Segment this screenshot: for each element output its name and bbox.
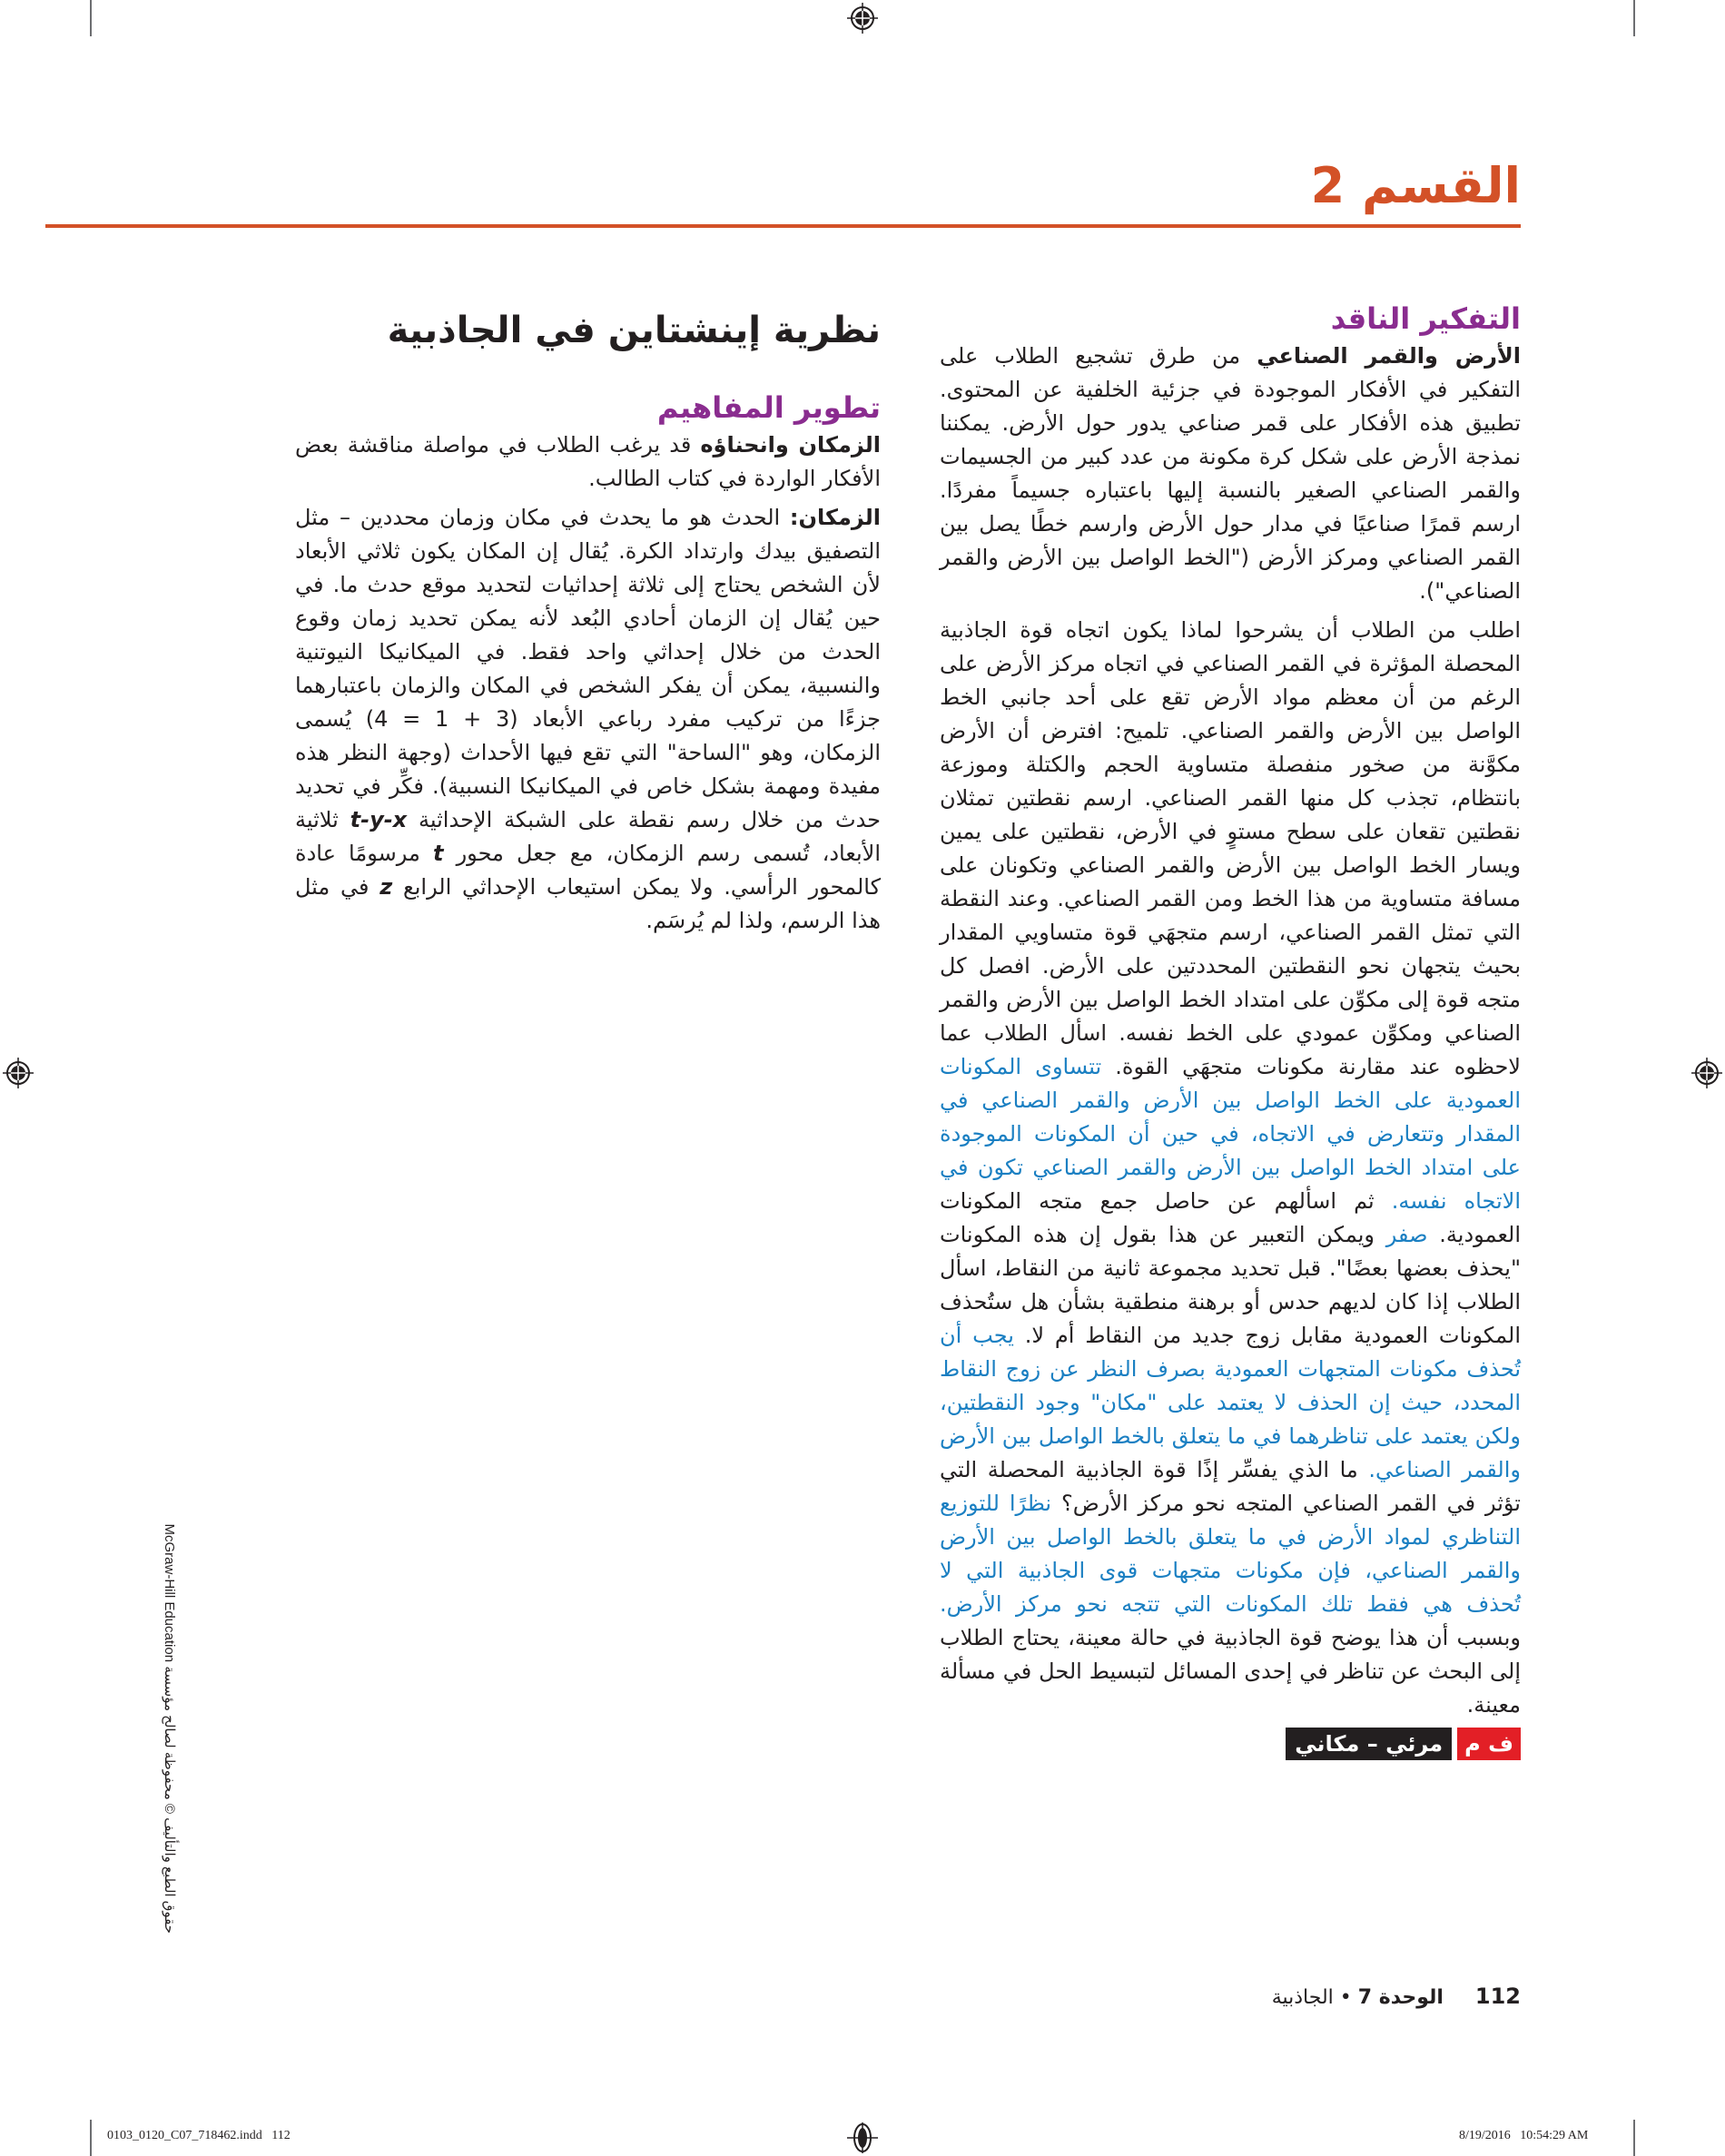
answer-1: تتساوى المكونات العمودية على الخط الواصل بين الأرض والقمر الصناعي في المقدار وتتعارض في الاتجاه، في حين أن المكونات الموجودة على امتداد الخط الواصل بين الأرض والقمر الصناعي تكون في الاتجاه نفسه. <box>940 1054 1521 1214</box>
crop-mark-bottom-left <box>90 2120 92 2156</box>
answer-2: صفر <box>1385 1222 1428 1247</box>
page-number: 112 <box>1474 1984 1521 2009</box>
spacetime-text-b: ثلاثية الأبعاد، تُسمى رسم الزمكان، مع جعل محور <box>295 807 881 866</box>
critical-thinking-column <box>940 300 1521 1760</box>
activity-text-3: ويمكن التعبير عن هذا بقول إن هذه المكونات "يحذف بعضها بعضًا". قبل تحديد مجموعة ثانية من النقاط، اسأل الطلاب إذا كان لديهم حدس أو برهنة منطقية بشأن هل ستُحذف المكونات العمودية مقابل زوج جديد من النقاط أم لا. <box>940 1222 1521 1348</box>
activity-text-5: وبسبب أن هذا يوضح قوة الجاذبية في حالة معينة، يحتاج الطلاب إلى البحث عن تناظر في إحدى المسائل لتبسيط الحل في مسألة معينة. <box>940 1625 1521 1718</box>
critical-thinking-intro <box>940 340 1521 608</box>
spacetime-intro-bold: الزمكان وانحناؤه <box>700 432 881 458</box>
spacetime-text-a: الحدث هو ما يحدث في مكان وزمان محددين – مثل التصفيق بيدك وارتداد الكرة. يُقال إن المكان يكون ثلاثي الأبعاد لأن الشخص يحتاج إلى ثلاثة إحداثيات لتحديد موقع حدث ما. في حين يُقال إن الزمان أحادي البُعد لأنه يمكن تحديد زمان وقوع الحدث من خلال إحداثي واحد فقط. في الميكانيكا النيوتنية والنسبية، يمكن أن يفكر الشخص في المكان والزمان باعتبارهما جزءًا من تركيب مفرد رباعي الأبعاد (3 + 1 = 4) يُسمى الزمكان، وهو "الساحة" التي تقع فيها الأحداث (وجهة النظر هذه مفيدة ومهمة بشكل خاص في الميكانيكا النسبية). فكِّر في تحديد حدث من خلال رسم نقطة على الشبكة الإحداثية <box>295 505 882 832</box>
develop-concepts-heading: تطوير المفاهيم <box>656 390 881 425</box>
learning-style-tag <box>940 1728 1521 1760</box>
critical-thinking-heading: التفكير الناقد <box>1330 301 1521 336</box>
activity-text-2: ثم اسألهم عن حاصل جمع متجه المكونات العمودية. <box>940 1188 1521 1247</box>
answer-3: يجب أن تُحذف مكونات المتجهات العمودية بصرف النظر عن زوج النقاط المحدد، حيث إن الحذف لا يعتمد على "مكان" وجود النقطتين، ولكن يعتمد على تناظرهما في ما يتعلق بالخط الواصل بين الأرض والقمر الصناعي. <box>940 1323 1521 1482</box>
spacetime-paragraph <box>295 501 881 938</box>
einstein-column <box>295 309 881 943</box>
copyright-notice: حقوق الطبع والتأليف © محفوظة لصالح مؤسسة McGraw-Hill Education <box>162 1523 177 1934</box>
crop-mark-top-right <box>1633 0 1635 36</box>
spacetime-intro <box>295 428 881 496</box>
activity-text-4: ما الذي يفسِّر إذًا قوة الجاذبية المحصلة التي تؤثر في القمر الصناعي المتجه نحو مركز الأرض؟ <box>940 1457 1521 1516</box>
einstein-title: نظرية إينشتاين في الجاذبية <box>387 310 881 351</box>
crop-mark-top-left <box>90 0 92 36</box>
registration-mark-right <box>1691 1058 1722 1088</box>
variable-z: z <box>380 874 393 900</box>
folio-bullet: • <box>1339 1986 1352 2009</box>
intro-bold-term: الأرض والقمر الصناعي <box>1257 343 1522 369</box>
unit-label: الوحدة 7 <box>1357 1986 1444 2009</box>
spacetime-intro-text: قد يرغب الطلاب في مواصلة مناقشة بعض الأفكار الواردة في كتاب الطالب. <box>295 432 881 491</box>
spacetime-text-c: مرسومًا عادة كالمحور الرأسي. ولا يمكن استيعاب الإحداثي الرابع <box>295 841 881 900</box>
variable-xyt: t-y-x <box>350 807 408 832</box>
intro-text: من طرق تشجيع الطلاب على التفكير في الأفكار الموجودة في جزئية الخلفية عن المحتوى. تطبيق هذه الأفكار على قمر صناعي يدور حول الأرض. يمكننا نمذجة الأرض على شكل كرة مكونة من عدد كبير من الجسيمات والقمر الصناعي الصغير بالنسبة إليها باعتباره جسيماً مفردًا. ارسم قمرًا صناعيًا في مدار حول الأرض وارسم خطًا يصل بين القمر الصناعي ومركز الأرض ("الخط الواصل بين الأرض والقمر الصناعي"). <box>940 343 1521 604</box>
learning-style-label: مرئي – مكاني <box>1286 1728 1452 1760</box>
answer-4: نظرًا للتوزيع التناظري لمواد الأرض في ما يتعلق بالخط الواصل بين الأرض والقمر الصناعي، فإن مكونات متجهات قوى الجاذبية التي لا تُحذف هي فقط تلك المكونات التي تتجه نحو مركز الأرض. <box>940 1491 1521 1617</box>
crop-mark-bottom-right <box>1633 2120 1635 2156</box>
registration-mark-top <box>847 3 878 34</box>
page-folio <box>1272 1984 1521 2009</box>
registration-mark-left <box>3 1058 34 1088</box>
section-divider <box>45 224 1521 228</box>
spacetime-text-d: في مثل هذا الرسم، ولذا لم يُرسَم. <box>295 874 881 933</box>
variable-t: t <box>432 841 444 866</box>
slug-filename: 0103_0120_C07_718462.indd 112 <box>107 2129 291 2142</box>
registration-mark-bottom <box>847 2122 878 2153</box>
slug-timestamp: 8/19/2016 10:54:29 AM <box>1459 2129 1589 2142</box>
learning-style-code: ف م <box>1457 1728 1521 1760</box>
spacetime-term: الزمكان: <box>789 505 881 530</box>
section-title: القسم 2 <box>1310 157 1521 214</box>
activity-text-1: اطلب من الطلاب أن يشرحوا لماذا يكون اتجاه قوة الجاذبية المحصلة المؤثرة في القمر الصناعي في اتجاه مركز الأرض على الرغم من أن معظم مواد الأرض تقع على أحد جانبي الخط الواصل بين الأرض والقمر الصناعي. تلميح: افترض أن الأرض مكوَّنة من صخور منفصلة متساوية الحجم والكتلة وموزعة بانتظام، تجذب كل منها القمر الصناعي. ارسم نقطتين تمثلان نقطتين تقعان على سطح مستوٍ في الأرض، نقطتين على يمين ويسار الخط الواصل بين الأرض والقمر الصناعي وتكونان على مسافة متساوية من هذا الخط ومن القمر الصناعي. وعند النقطة التي تمثل القمر الصناعي، ارسم متجهَي قوة متساويي المقدار بحيث يتجهان نحو النقطتين المحددتين على الأرض. افصل كل متجه قوة إلى مكوِّن على امتداد الخط الواصل بين الأرض والقمر الصناعي ومكوِّن عمودي على الخط نفسه. اسأل الطلاب عما لاحظوه عند مقارنة مكونات متجهَي القوة. <box>940 617 1521 1079</box>
chapter-label: الجاذبية <box>1271 1986 1334 2009</box>
critical-thinking-activity <box>940 614 1521 1722</box>
